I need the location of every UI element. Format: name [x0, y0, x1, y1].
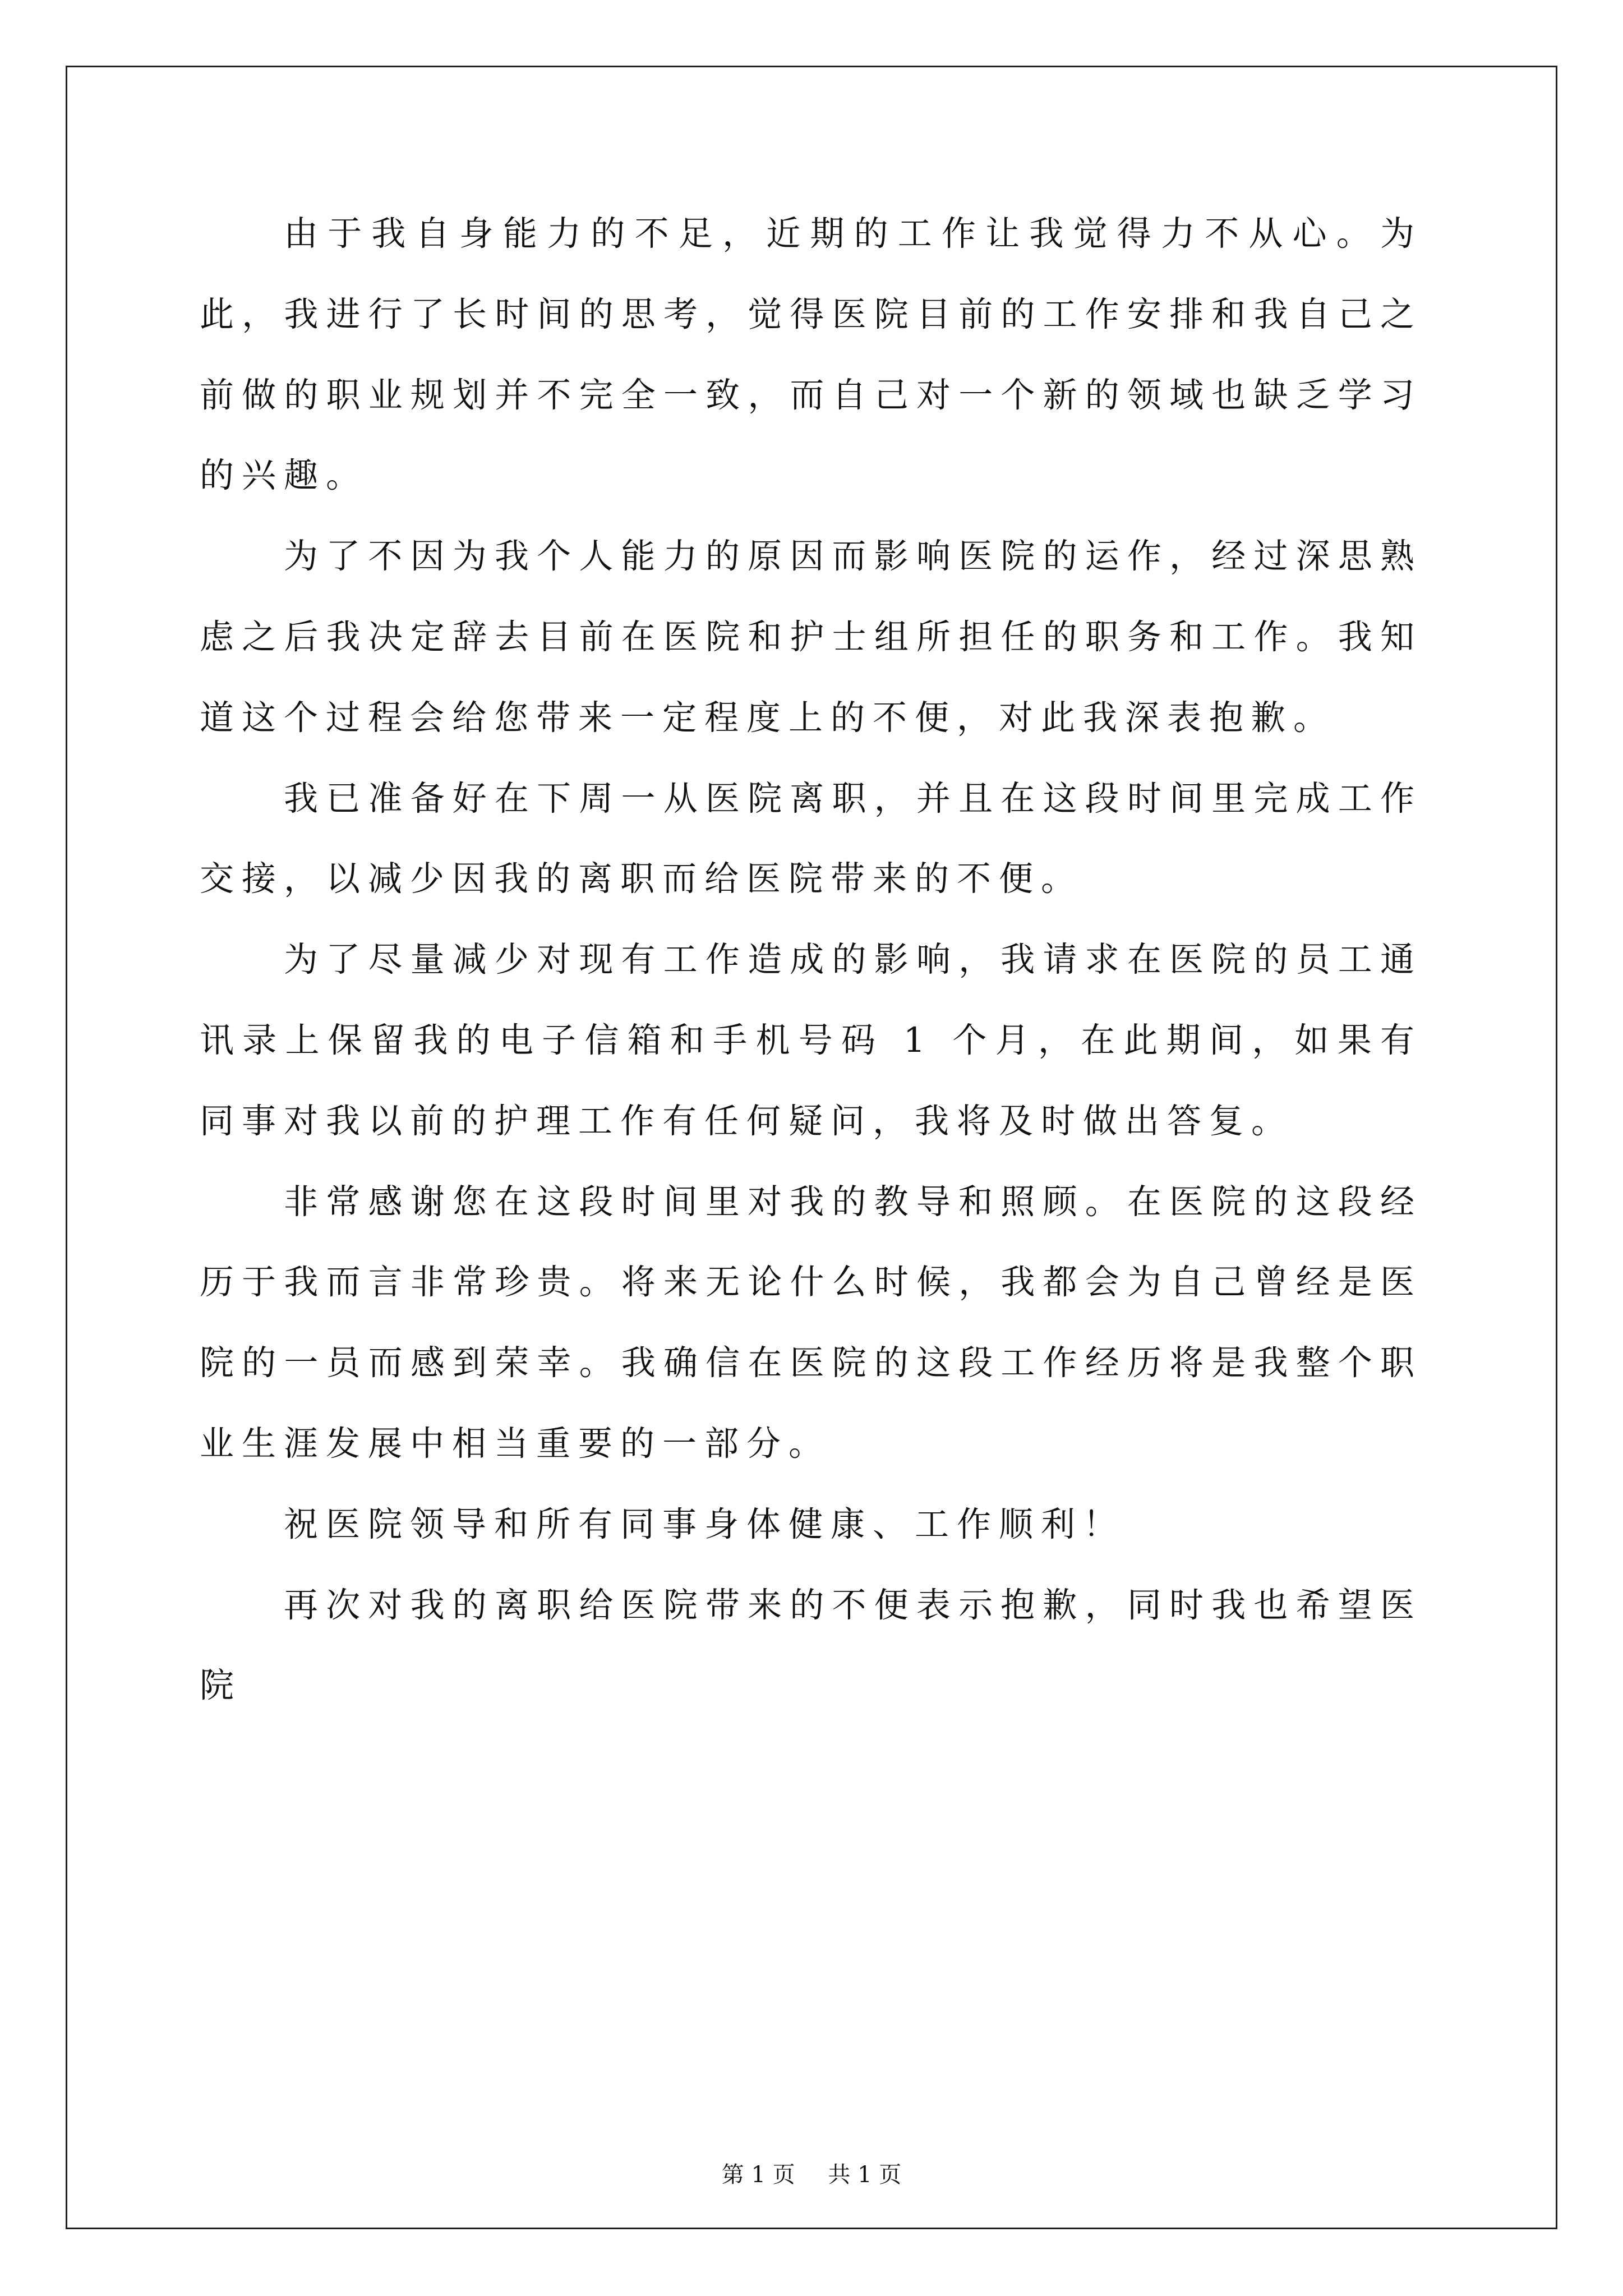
paragraph: 再次对我的离职给医院带来的不便表示抱歉，同时我也希望医院: [200, 1585, 1422, 1706]
paragraph: 祝医院领导和所有同事身体健康、工作顺利！: [284, 1504, 1126, 1544]
paragraph: 由于我自身能力的不足，近期的工作让我觉得力不从心。为此，我进行了长时间的思考，觉得医院目前的工作安排和我自己之前做的职业规划并不完全一致，而自己对一个新的领域也缺乏学习的兴趣。: [200, 214, 1422, 496]
document-body: [200, 194, 1422, 1726]
paragraph: 非常感谢您在这段时间里对我的教导和照顾。在医院的这段经历于我而言非常珍贵。将来无论什么时候，我都会为自己曾经是医院的一员而感到荣幸。我确信在医院的这段工作经历将是我整个职业生涯发展中相当重要的一部分。: [200, 1181, 1422, 1464]
paragraph: 为了尽量减少对现有工作造成的影响，我请求在医院的员工通讯录上保留我的电子信箱和手机号码 1 个月，在此期间，如果有同事对我以前的护理工作有任何疑问，我将及时做出答复。: [200, 940, 1422, 1141]
page-number: 第 1 页: [721, 2162, 795, 2188]
paragraph: 我已准备好在下周一从医院离职，并且在这段时间里完成工作交接，以减少因我的离职而给医院带来的不便。: [200, 778, 1422, 899]
page-footer: [0, 2161, 1623, 2189]
paragraph: 为了不因为我个人能力的原因而影响医院的运作，经过深思熟虑之后我决定辞去目前在医院和护士组所担任的职务和工作。我知道这个过程会给您带来一定程度上的不便，对此我深表抱歉。: [200, 536, 1422, 738]
page-total: 共 1 页: [828, 2162, 902, 2188]
